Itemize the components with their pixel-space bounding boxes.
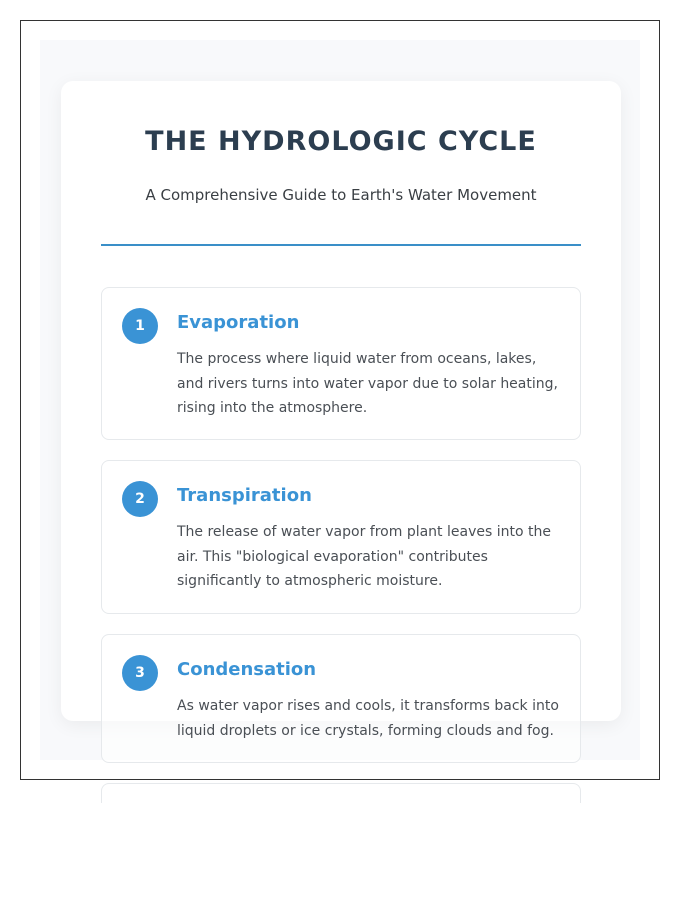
step-title: Transpiration: [177, 485, 312, 506]
page-title: THE HYDROLOGIC CYCLE: [145, 126, 537, 157]
step-card-evaporation: [101, 287, 581, 440]
step-description: As water vapor rises and cools, it transforms back into liquid droplets or ice crystals, forming clouds and fog.: [177, 698, 559, 739]
step-card-partial: [101, 783, 581, 803]
step-title: Evaporation: [177, 312, 300, 333]
step-description: The release of water vapor from plant leaves into the air. This "biological evaporation" contributes significantly to atmospheric moisture.: [177, 524, 551, 589]
step-title: Condensation: [177, 659, 317, 680]
step-number-badge: 2: [122, 481, 158, 517]
step-description: The process where liquid water from oceans, lakes, and rivers turns into water vapor due to solar heating, rising into the atmosphere.: [177, 351, 558, 416]
step-card-condensation: [101, 634, 581, 763]
step-number-badge: 1: [122, 308, 158, 344]
page-subtitle: A Comprehensive Guide to Earth's Water Movement: [145, 186, 537, 204]
header-divider: [101, 244, 581, 246]
step-card-transpiration: [101, 460, 581, 614]
step-number-badge: 3: [122, 655, 158, 691]
